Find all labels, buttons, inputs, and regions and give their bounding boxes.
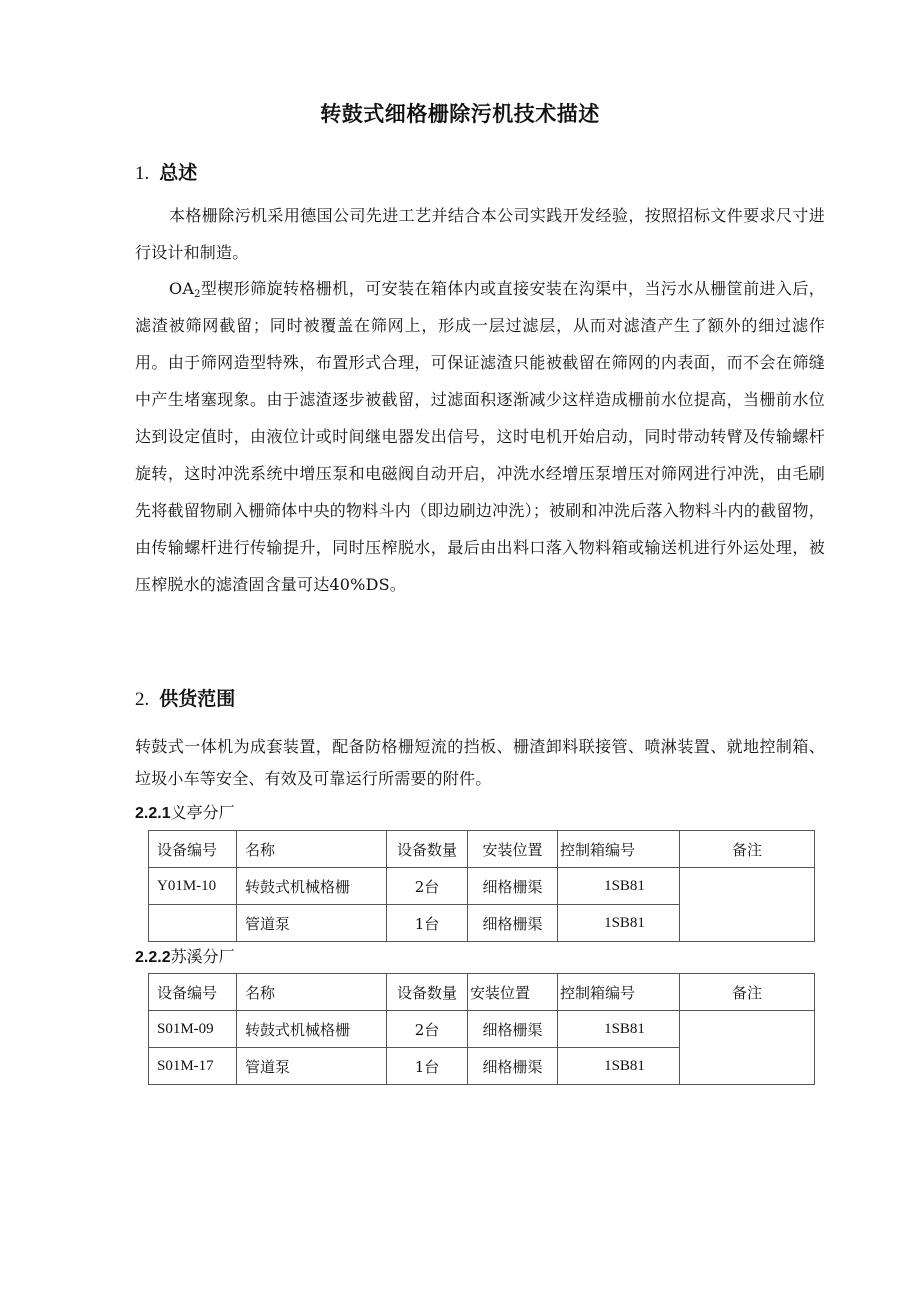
equipment-name: 转鼓式机械格栅 [237,1011,387,1048]
equipment-table-yiting [148,830,815,942]
equipment-code: Y01M-10 [149,868,237,905]
header-cell: 设备编号 [149,831,237,868]
install-location: 细格栅渠 [468,868,558,905]
subsection-heading-yiting [135,800,235,823]
overview-paragraph-1: 本格栅除污机采用德国公司先进工艺并结合本公司实践开发经验，按照招标文件要求尺寸进行设计和制造。 [135,206,825,262]
equipment-name: 转鼓式机械格栅 [237,868,387,905]
subsection-number: 2.2.1 [135,805,171,822]
model-subscript: 2 [194,289,201,300]
header-cell: 设备编号 [149,974,237,1011]
control-box-code: 1SB81 [558,868,680,905]
model-prefix: OA [169,279,195,298]
header-cell: 名称 [237,831,387,868]
overview-paragraph-2 [135,270,825,603]
section-title: 总述 [159,162,198,184]
remarks-cell [680,1011,815,1085]
supply-scope-paragraph: 转鼓式一体机为成套装置，配备防格栅短流的挡板、栅渣卸料联接管、喷淋装置、就地控制箱、垃圾小车等安全、有效及可靠运行所需要的附件。 [135,737,825,788]
equipment-code: S01M-09 [149,1011,237,1048]
header-cell: 控制箱编号 [558,974,680,1011]
subsection-title: 义亭分厂 [170,803,235,822]
install-location: 细格栅渠 [468,905,558,942]
equipment-quantity: 1台 [387,1048,468,1085]
control-box-code: 1SB81 [558,905,680,942]
header-cell: 安装位置 [468,831,558,868]
equipment-code: S01M-17 [149,1048,237,1085]
header-cell: 控制箱编号 [558,831,680,868]
section-number: 1. [135,163,150,184]
header-cell: 备注 [680,831,815,868]
subsection-title: 苏溪分厂 [170,947,235,966]
section-heading-supply-scope [135,684,235,711]
table-row [149,1011,815,1048]
table-header-row [149,831,815,868]
equipment-quantity: 2台 [387,1011,468,1048]
section-title: 供货范围 [159,688,236,710]
header-cell: 备注 [680,974,815,1011]
table-header-row [149,974,815,1011]
document-title: 转鼓式细格栅除污机技术描述 [320,102,600,126]
equipment-code [149,905,237,942]
equipment-quantity: 1台 [387,905,468,942]
subsection-heading-suxi [135,944,235,967]
equipment-quantity: 2台 [387,868,468,905]
remarks-cell [680,868,815,942]
equipment-table-suxi [148,973,815,1085]
table-row [149,868,815,905]
paragraph-body: 型楔形筛旋转格栅机，可安装在箱体内或直接安装在沟渠中，当污水从栅筐前进入后，滤渣被筛网截留；同时被覆盖在筛网上，形成一层过滤层，从而对滤渣产生了额外的细过滤作用。由于筛网造型特殊，布置形式合理，可保证滤渣只能被截留在筛网的内表面，而不会在筛缝中产生堵塞现象。由于滤渣逐步被截留，过滤面积逐渐减少这样造成栅前水位提高，当栅前水位达到设定值时，由液位计或时间继电器发出信号，这时电机开始启动，同时带动转臂及传输螺杆旋转，这时冲洗系统中增压泵和电磁阀自动开启，冲洗水经增压泵增压对筛网进行冲洗，由毛刷先将截留物刷入栅筛体中央的物料斗内（即边刷边冲洗）；被刷和冲洗后落入物料斗内的截留物，由传输螺杆进行传输提升，同时压榨脱水，最后由出料口落入物料箱或输送机进行外运处理，被压榨脱水的滤渣固含量可达40%DS。 [135,279,825,594]
header-cell: 名称 [237,974,387,1011]
header-cell: 安装位置 [468,974,558,1011]
install-location: 细格栅渠 [468,1011,558,1048]
section-heading-overview [135,158,197,185]
subsection-number: 2.2.2 [135,949,171,966]
install-location: 细格栅渠 [468,1048,558,1085]
header-cell: 设备数量 [387,831,468,868]
equipment-name: 管道泵 [237,905,387,942]
control-box-code: 1SB81 [558,1011,680,1048]
equipment-name: 管道泵 [237,1048,387,1085]
header-cell: 设备数量 [387,974,468,1011]
section-number: 2. [135,689,150,710]
control-box-code: 1SB81 [558,1048,680,1085]
